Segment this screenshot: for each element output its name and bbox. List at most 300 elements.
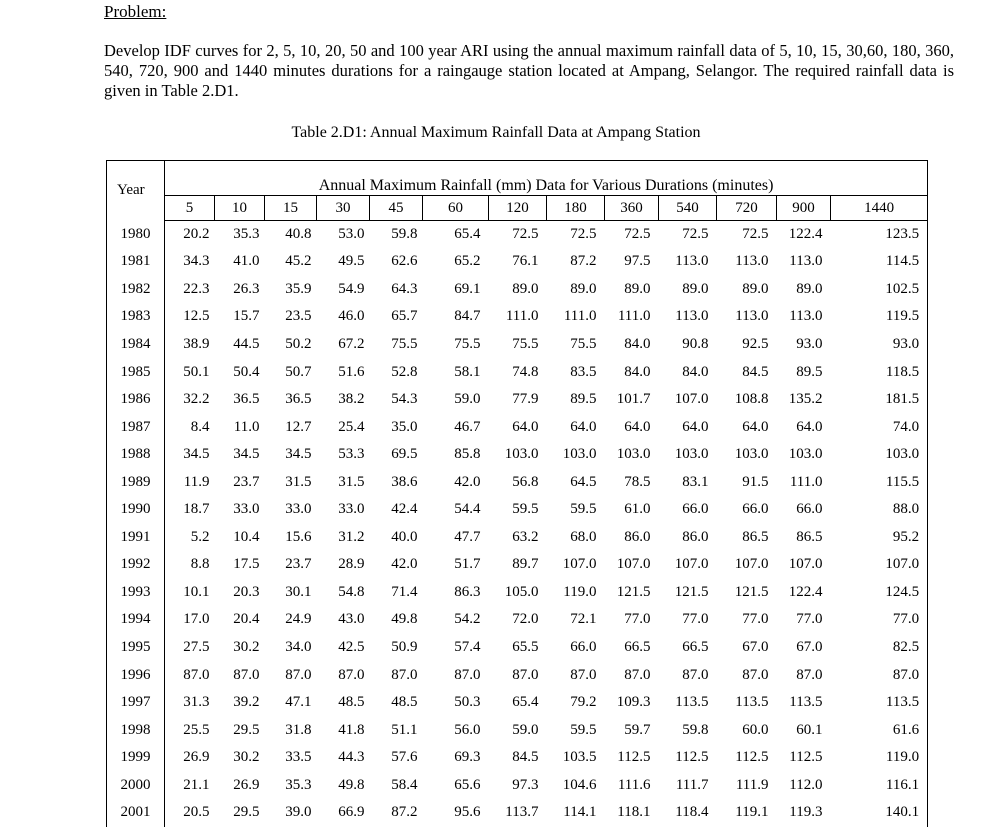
rainfall-value-cell: 31.3 bbox=[183, 694, 210, 711]
rainfall-value-cell: 103.0 bbox=[674, 446, 709, 463]
rainfall-value-cell: 39.2 bbox=[233, 694, 260, 711]
rainfall-value-cell: 86.3 bbox=[454, 583, 481, 600]
rainfall-value-cell: 84.5 bbox=[512, 749, 539, 766]
rainfall-value-cell: 24.9 bbox=[285, 611, 312, 628]
rainfall-value-cell: 84.0 bbox=[624, 335, 651, 352]
rainfall-value-cell: 47.1 bbox=[285, 694, 312, 711]
rainfall-value-cell: 68.0 bbox=[570, 528, 597, 545]
rainfall-value-cell: 33.0 bbox=[285, 501, 312, 518]
rainfall-value-cell: 10.1 bbox=[183, 583, 210, 600]
rainfall-value-cell: 23.7 bbox=[285, 556, 312, 573]
rainfall-value-cell: 123.5 bbox=[831, 221, 928, 249]
rainfall-value-cell: 72.1 bbox=[570, 611, 597, 628]
rainfall-value-cell: 111.7 bbox=[675, 776, 709, 793]
rainfall-value-cell: 118.5 bbox=[831, 358, 928, 386]
rainfall-value-cell: 34.3 bbox=[183, 253, 210, 270]
rainfall-value-cell: 59.5 bbox=[570, 501, 597, 518]
duration-header-180: 180 bbox=[547, 196, 605, 221]
table-row bbox=[107, 771, 928, 799]
rainfall-value-cell: 64.0 bbox=[570, 418, 597, 435]
table-row bbox=[107, 276, 928, 304]
rainfall-value-cell: 87.0 bbox=[183, 666, 210, 683]
table-row bbox=[107, 496, 928, 524]
year-cell: 1990 bbox=[107, 496, 165, 524]
rainfall-value-cell: 34.5 bbox=[285, 446, 312, 463]
rainfall-value-cell: 113.0 bbox=[735, 253, 769, 270]
year-cell: 1983 bbox=[107, 303, 165, 331]
rainfall-value-cell: 62.6 bbox=[391, 253, 418, 270]
rainfall-value-cell: 51.7 bbox=[454, 556, 481, 573]
rainfall-value-cell: 113.5 bbox=[735, 694, 769, 711]
rainfall-value-cell: 15.7 bbox=[233, 308, 260, 325]
rainfall-value-cell: 40.8 bbox=[285, 226, 312, 243]
rainfall-value-cell: 87.0 bbox=[391, 666, 418, 683]
rainfall-value-cell: 122.4 bbox=[788, 583, 823, 600]
rainfall-value-cell: 87.0 bbox=[570, 666, 597, 683]
rainfall-value-cell: 103.0 bbox=[504, 446, 539, 463]
rainfall-value-cell: 93.0 bbox=[796, 335, 823, 352]
rainfall-value-cell: 113.5 bbox=[789, 694, 823, 711]
rainfall-value-cell: 50.3 bbox=[454, 694, 481, 711]
rainfall-value-cell: 39.0 bbox=[285, 804, 312, 821]
duration-header-900: 900 bbox=[777, 196, 831, 221]
table-row bbox=[107, 524, 928, 552]
rainfall-value-cell: 57.6 bbox=[391, 749, 418, 766]
rainfall-value-cell: 65.6 bbox=[454, 776, 481, 793]
rainfall-value-cell: 35.0 bbox=[391, 418, 418, 435]
rainfall-value-cell: 77.0 bbox=[796, 611, 823, 628]
rainfall-value-cell: 53.3 bbox=[338, 446, 365, 463]
rainfall-value-cell: 25.4 bbox=[338, 418, 365, 435]
rainfall-value-cell: 51.1 bbox=[391, 721, 418, 738]
rainfall-value-cell: 59.5 bbox=[512, 501, 539, 518]
rainfall-value-cell: 87.0 bbox=[796, 666, 823, 683]
rainfall-value-cell: 114.5 bbox=[831, 248, 928, 276]
rainfall-value-cell: 77.0 bbox=[742, 611, 769, 628]
rainfall-value-cell: 66.5 bbox=[682, 638, 709, 655]
rainfall-value-cell: 50.1 bbox=[183, 363, 210, 380]
year-cell: 2001 bbox=[107, 799, 165, 827]
rainfall-value-cell: 72.0 bbox=[512, 611, 539, 628]
rainfall-value-cell: 75.5 bbox=[570, 335, 597, 352]
year-cell: 1986 bbox=[107, 386, 165, 414]
rainfall-value-cell: 84.0 bbox=[624, 363, 651, 380]
table-header-row bbox=[107, 161, 928, 196]
rainfall-value-cell: 119.3 bbox=[789, 804, 823, 821]
rainfall-value-cell: 113.0 bbox=[675, 253, 709, 270]
rainfall-value-cell: 59.7 bbox=[624, 721, 651, 738]
rainfall-value-cell: 64.0 bbox=[742, 418, 769, 435]
rainfall-value-cell: 118.1 bbox=[617, 804, 651, 821]
rainfall-value-cell: 107.0 bbox=[674, 391, 709, 408]
rainfall-value-cell: 85.8 bbox=[454, 446, 481, 463]
year-cell: 1994 bbox=[107, 606, 165, 634]
rainfall-value-cell: 53.0 bbox=[338, 226, 365, 243]
rainfall-value-cell: 20.4 bbox=[233, 611, 260, 628]
rainfall-value-cell: 34.5 bbox=[233, 446, 260, 463]
rainfall-value-cell: 72.5 bbox=[624, 226, 651, 243]
rainfall-value-cell: 38.6 bbox=[391, 473, 418, 490]
rainfall-value-cell: 12.7 bbox=[285, 418, 312, 435]
rainfall-value-cell: 42.0 bbox=[454, 473, 481, 490]
rainfall-value-cell: 41.8 bbox=[338, 721, 365, 738]
rainfall-value-cell: 46.0 bbox=[338, 308, 365, 325]
rainfall-value-cell: 89.0 bbox=[624, 280, 651, 297]
rainfall-value-cell: 65.4 bbox=[512, 694, 539, 711]
rainfall-value-cell: 92.5 bbox=[742, 335, 769, 352]
rainfall-value-cell: 77.0 bbox=[682, 611, 709, 628]
rainfall-value-cell: 78.5 bbox=[624, 473, 651, 490]
rainfall-value-cell: 109.3 bbox=[616, 694, 651, 711]
rainfall-value-cell: 113.7 bbox=[505, 804, 539, 821]
rainfall-value-cell: 56.8 bbox=[512, 473, 539, 490]
rainfall-value-cell: 107.0 bbox=[734, 556, 769, 573]
rainfall-value-cell: 84.0 bbox=[682, 363, 709, 380]
table-row bbox=[107, 358, 928, 386]
table-caption: Table 2.D1: Annual Maximum Rainfall Data at Ampang Station bbox=[291, 124, 701, 141]
duration-header-720: 720 bbox=[717, 196, 777, 221]
rainfall-value-cell: 26.9 bbox=[233, 776, 260, 793]
rainfall-value-cell: 89.5 bbox=[570, 391, 597, 408]
rainfall-value-cell: 63.2 bbox=[512, 528, 539, 545]
rainfall-value-cell: 23.7 bbox=[233, 473, 260, 490]
rainfall-value-cell: 103.0 bbox=[616, 446, 651, 463]
rainfall-value-cell: 60.0 bbox=[742, 721, 769, 738]
rainfall-value-cell: 107.0 bbox=[788, 556, 823, 573]
rainfall-value-cell: 66.0 bbox=[570, 638, 597, 655]
rainfall-value-cell: 77.0 bbox=[624, 611, 651, 628]
rainfall-value-cell: 31.8 bbox=[285, 721, 312, 738]
rainfall-value-cell: 121.5 bbox=[734, 583, 769, 600]
rainfall-value-cell: 83.1 bbox=[682, 473, 709, 490]
rainfall-value-cell: 103.0 bbox=[562, 446, 597, 463]
table-row bbox=[107, 303, 928, 331]
rainfall-value-cell: 103.0 bbox=[788, 446, 823, 463]
rainfall-value-cell: 88.0 bbox=[831, 496, 928, 524]
rainfall-value-cell: 43.0 bbox=[338, 611, 365, 628]
rainfall-value-cell: 72.5 bbox=[570, 226, 597, 243]
rainfall-value-cell: 30.2 bbox=[233, 638, 260, 655]
rainfall-value-cell: 45.2 bbox=[285, 253, 312, 270]
rainfall-value-cell: 77.0 bbox=[831, 606, 928, 634]
rainfall-value-cell: 15.6 bbox=[285, 528, 312, 545]
rainfall-value-cell: 29.5 bbox=[233, 804, 260, 821]
rainfall-value-cell: 54.2 bbox=[454, 611, 481, 628]
rainfall-value-cell: 89.5 bbox=[796, 363, 823, 380]
table-row bbox=[107, 386, 928, 414]
rainfall-value-cell: 44.3 bbox=[338, 749, 365, 766]
rainfall-value-cell: 34.5 bbox=[183, 446, 210, 463]
rainfall-value-cell: 17.0 bbox=[183, 611, 210, 628]
rainfall-value-cell: 112.5 bbox=[735, 749, 769, 766]
rainfall-value-cell: 67.0 bbox=[796, 638, 823, 655]
rainfall-value-cell: 66.5 bbox=[624, 638, 651, 655]
rainfall-value-cell: 119.5 bbox=[831, 303, 928, 331]
rainfall-value-cell: 140.1 bbox=[831, 799, 928, 827]
year-cell: 1995 bbox=[107, 634, 165, 662]
rainfall-value-cell: 89.0 bbox=[570, 280, 597, 297]
rainfall-value-cell: 61.0 bbox=[624, 501, 651, 518]
rainfall-value-cell: 87.0 bbox=[512, 666, 539, 683]
rainfall-value-cell: 36.5 bbox=[233, 391, 260, 408]
rainfall-value-cell: 38.2 bbox=[338, 391, 365, 408]
rainfall-value-cell: 112.5 bbox=[789, 749, 823, 766]
rainfall-value-cell: 36.5 bbox=[285, 391, 312, 408]
rainfall-value-cell: 44.5 bbox=[233, 335, 260, 352]
rainfall-value-cell: 113.0 bbox=[735, 308, 769, 325]
duration-header-360: 360 bbox=[605, 196, 659, 221]
rainfall-value-cell: 18.7 bbox=[183, 501, 210, 518]
rainfall-value-cell: 20.3 bbox=[233, 583, 260, 600]
rainfall-value-cell: 103.0 bbox=[831, 441, 928, 469]
rainfall-value-cell: 46.7 bbox=[454, 418, 481, 435]
rainfall-value-cell: 65.7 bbox=[391, 308, 418, 325]
rainfall-value-cell: 86.5 bbox=[742, 528, 769, 545]
table-row bbox=[107, 606, 928, 634]
rainfall-value-cell: 111.0 bbox=[617, 308, 651, 325]
table-row bbox=[107, 441, 928, 469]
rainfall-value-cell: 69.3 bbox=[454, 749, 481, 766]
duration-header-30: 30 bbox=[317, 196, 370, 221]
rainfall-value-cell: 86.0 bbox=[682, 528, 709, 545]
rainfall-value-cell: 87.0 bbox=[285, 666, 312, 683]
rainfall-value-cell: 90.8 bbox=[682, 335, 709, 352]
rainfall-value-cell: 48.5 bbox=[338, 694, 365, 711]
rainfall-value-cell: 112.5 bbox=[675, 749, 709, 766]
rainfall-value-cell: 59.0 bbox=[454, 391, 481, 408]
rainfall-value-cell: 65.5 bbox=[512, 638, 539, 655]
table-row bbox=[107, 331, 928, 359]
rainfall-value-cell: 86.5 bbox=[796, 528, 823, 545]
year-cell: 1984 bbox=[107, 331, 165, 359]
rainfall-value-cell: 64.3 bbox=[391, 280, 418, 297]
rainfall-value-cell: 26.9 bbox=[183, 749, 210, 766]
rainfall-value-cell: 31.5 bbox=[338, 473, 365, 490]
rainfall-value-cell: 33.0 bbox=[233, 501, 260, 518]
duration-header-row bbox=[107, 196, 928, 221]
rainfall-value-cell: 95.2 bbox=[831, 524, 928, 552]
rainfall-value-cell: 87.0 bbox=[454, 666, 481, 683]
year-cell: 1987 bbox=[107, 413, 165, 441]
rainfall-value-cell: 74.8 bbox=[512, 363, 539, 380]
rainfall-value-cell: 59.0 bbox=[512, 721, 539, 738]
rainfall-value-cell: 41.0 bbox=[233, 253, 260, 270]
rainfall-value-cell: 118.4 bbox=[675, 804, 709, 821]
rainfall-value-cell: 20.2 bbox=[183, 226, 210, 243]
rainfall-value-cell: 115.5 bbox=[831, 468, 928, 496]
rainfall-value-cell: 93.0 bbox=[831, 331, 928, 359]
rainfall-value-cell: 91.5 bbox=[742, 473, 769, 490]
rainfall-value-cell: 50.9 bbox=[391, 638, 418, 655]
rainfall-value-cell: 112.0 bbox=[789, 776, 823, 793]
rainfall-value-cell: 102.5 bbox=[831, 276, 928, 304]
rainfall-value-cell: 40.0 bbox=[391, 528, 418, 545]
year-cell: 1999 bbox=[107, 744, 165, 772]
rainfall-value-cell: 35.9 bbox=[285, 280, 312, 297]
table-row bbox=[107, 661, 928, 689]
rainfall-value-cell: 69.1 bbox=[454, 280, 481, 297]
rainfall-table bbox=[106, 160, 928, 827]
rainfall-value-cell: 67.0 bbox=[742, 638, 769, 655]
year-cell: 2000 bbox=[107, 771, 165, 799]
rainfall-value-cell: 121.5 bbox=[674, 583, 709, 600]
year-cell: 1988 bbox=[107, 441, 165, 469]
rainfall-value-cell: 107.0 bbox=[616, 556, 651, 573]
rainfall-value-cell: 23.5 bbox=[285, 308, 312, 325]
rainfall-value-cell: 97.3 bbox=[512, 776, 539, 793]
rainfall-value-cell: 17.5 bbox=[233, 556, 260, 573]
rainfall-value-cell: 107.0 bbox=[674, 556, 709, 573]
rainfall-value-cell: 52.8 bbox=[391, 363, 418, 380]
rainfall-value-cell: 27.5 bbox=[183, 638, 210, 655]
rainfall-value-cell: 86.0 bbox=[624, 528, 651, 545]
rainfall-value-cell: 181.5 bbox=[831, 386, 928, 414]
rainfall-value-cell: 56.0 bbox=[454, 721, 481, 738]
rainfall-value-cell: 114.1 bbox=[563, 804, 597, 821]
table-row bbox=[107, 551, 928, 579]
rainfall-value-cell: 61.6 bbox=[831, 716, 928, 744]
rainfall-value-cell: 119.0 bbox=[563, 583, 597, 600]
rainfall-value-cell: 66.0 bbox=[796, 501, 823, 518]
rainfall-value-cell: 20.5 bbox=[183, 804, 210, 821]
rainfall-value-cell: 113.0 bbox=[789, 308, 823, 325]
rainfall-value-cell: 59.8 bbox=[391, 226, 418, 243]
rainfall-value-cell: 30.2 bbox=[233, 749, 260, 766]
rainfall-value-cell: 47.7 bbox=[454, 528, 481, 545]
rainfall-value-cell: 87.0 bbox=[742, 666, 769, 683]
rainfall-value-cell: 113.0 bbox=[789, 253, 823, 270]
problem-heading: Problem: bbox=[104, 2, 167, 21]
rainfall-value-cell: 72.5 bbox=[682, 226, 709, 243]
rainfall-value-cell: 95.6 bbox=[454, 804, 481, 821]
rainfall-value-cell: 104.6 bbox=[562, 776, 597, 793]
rainfall-value-cell: 11.9 bbox=[183, 473, 210, 490]
year-cell: 1981 bbox=[107, 248, 165, 276]
rainfall-value-cell: 64.0 bbox=[512, 418, 539, 435]
duration-header-120: 120 bbox=[489, 196, 547, 221]
rainfall-value-cell: 75.5 bbox=[512, 335, 539, 352]
table-row bbox=[107, 744, 928, 772]
rainfall-value-cell: 89.0 bbox=[682, 280, 709, 297]
rainfall-value-cell: 21.1 bbox=[183, 776, 210, 793]
rainfall-value-cell: 48.5 bbox=[391, 694, 418, 711]
table-body bbox=[107, 221, 928, 827]
rainfall-value-cell: 89.0 bbox=[796, 280, 823, 297]
rainfall-value-cell: 87.0 bbox=[831, 661, 928, 689]
duration-group-header: Annual Maximum Rainfall (mm) Data for Various Durations (minutes) bbox=[165, 161, 928, 196]
rainfall-value-cell: 57.4 bbox=[454, 638, 481, 655]
rainfall-value-cell: 69.5 bbox=[391, 446, 418, 463]
rainfall-value-cell: 35.3 bbox=[285, 776, 312, 793]
rainfall-value-cell: 72.5 bbox=[742, 226, 769, 243]
rainfall-value-cell: 84.7 bbox=[454, 308, 481, 325]
rainfall-value-cell: 60.1 bbox=[796, 721, 823, 738]
rainfall-value-cell: 87.0 bbox=[624, 666, 651, 683]
rainfall-value-cell: 50.7 bbox=[285, 363, 312, 380]
rainfall-value-cell: 124.5 bbox=[831, 579, 928, 607]
rainfall-value-cell: 119.0 bbox=[831, 744, 928, 772]
table-row bbox=[107, 716, 928, 744]
rainfall-value-cell: 64.0 bbox=[682, 418, 709, 435]
rainfall-value-cell: 54.9 bbox=[338, 280, 365, 297]
year-cell: 1992 bbox=[107, 551, 165, 579]
rainfall-value-cell: 33.5 bbox=[285, 749, 312, 766]
rainfall-value-cell: 29.5 bbox=[233, 721, 260, 738]
rainfall-value-cell: 135.2 bbox=[788, 391, 823, 408]
rainfall-value-cell: 113.0 bbox=[675, 308, 709, 325]
rainfall-value-cell: 87.2 bbox=[570, 253, 597, 270]
rainfall-value-cell: 28.9 bbox=[338, 556, 365, 573]
rainfall-value-cell: 65.2 bbox=[454, 253, 481, 270]
duration-header-1440: 1440 bbox=[831, 196, 928, 221]
rainfall-value-cell: 42.5 bbox=[338, 638, 365, 655]
duration-header-15: 15 bbox=[265, 196, 317, 221]
year-cell: 1998 bbox=[107, 716, 165, 744]
rainfall-value-cell: 42.4 bbox=[391, 501, 418, 518]
rainfall-value-cell: 82.5 bbox=[831, 634, 928, 662]
table-row bbox=[107, 413, 928, 441]
rainfall-value-cell: 64.5 bbox=[570, 473, 597, 490]
rainfall-value-cell: 50.4 bbox=[233, 363, 260, 380]
rainfall-value-cell: 75.5 bbox=[391, 335, 418, 352]
rainfall-value-cell: 107.0 bbox=[831, 551, 928, 579]
rainfall-value-cell: 87.0 bbox=[338, 666, 365, 683]
rainfall-value-cell: 54.3 bbox=[391, 391, 418, 408]
year-cell: 1996 bbox=[107, 661, 165, 689]
rainfall-value-cell: 113.5 bbox=[831, 689, 928, 717]
year-cell: 1982 bbox=[107, 276, 165, 304]
rainfall-value-cell: 59.5 bbox=[570, 721, 597, 738]
rainfall-value-cell: 101.7 bbox=[616, 391, 651, 408]
problem-statement: Develop IDF curves for 2, 5, 10, 20, 50 and 100 year ARI using the annual maximum rainfall data of 5, 10, 15, 30,60, 180, 360, 540, 720, 900 and 1440 minutes durations for a raingauge station located at Ampang, Selangor. The required rainfall data is given in Table 2.D1. bbox=[104, 41, 954, 100]
rainfall-value-cell: 49.5 bbox=[338, 253, 365, 270]
rainfall-value-cell: 87.0 bbox=[233, 666, 260, 683]
rainfall-value-cell: 49.8 bbox=[338, 776, 365, 793]
duration-header-10: 10 bbox=[215, 196, 265, 221]
rainfall-value-cell: 50.2 bbox=[285, 335, 312, 352]
table-row bbox=[107, 221, 928, 249]
rainfall-value-cell: 32.2 bbox=[183, 391, 210, 408]
rainfall-value-cell: 89.0 bbox=[512, 280, 539, 297]
rainfall-value-cell: 111.0 bbox=[505, 308, 539, 325]
rainfall-value-cell: 111.6 bbox=[617, 776, 651, 793]
rainfall-value-cell: 71.4 bbox=[391, 583, 418, 600]
rainfall-value-cell: 30.1 bbox=[285, 583, 312, 600]
rainfall-value-cell: 103.0 bbox=[734, 446, 769, 463]
rainfall-value-cell: 111.0 bbox=[563, 308, 597, 325]
rainfall-value-cell: 84.5 bbox=[742, 363, 769, 380]
rainfall-value-cell: 31.2 bbox=[338, 528, 365, 545]
rainfall-value-cell: 108.8 bbox=[734, 391, 769, 408]
rainfall-value-cell: 26.3 bbox=[233, 280, 260, 297]
table-row bbox=[107, 248, 928, 276]
rainfall-value-cell: 97.5 bbox=[624, 253, 651, 270]
rainfall-value-cell: 8.4 bbox=[190, 418, 210, 435]
rainfall-value-cell: 76.1 bbox=[512, 253, 539, 270]
rainfall-value-cell: 116.1 bbox=[831, 771, 928, 799]
year-cell: 1997 bbox=[107, 689, 165, 717]
rainfall-value-cell: 89.0 bbox=[742, 280, 769, 297]
rainfall-value-cell: 58.1 bbox=[454, 363, 481, 380]
duration-header-5: 5 bbox=[165, 196, 215, 221]
rainfall-value-cell: 66.9 bbox=[338, 804, 365, 821]
rainfall-value-cell: 121.5 bbox=[616, 583, 651, 600]
rainfall-value-cell: 87.2 bbox=[391, 804, 418, 821]
rainfall-value-cell: 31.5 bbox=[285, 473, 312, 490]
table-row bbox=[107, 468, 928, 496]
rainfall-value-cell: 64.0 bbox=[624, 418, 651, 435]
table-row bbox=[107, 579, 928, 607]
